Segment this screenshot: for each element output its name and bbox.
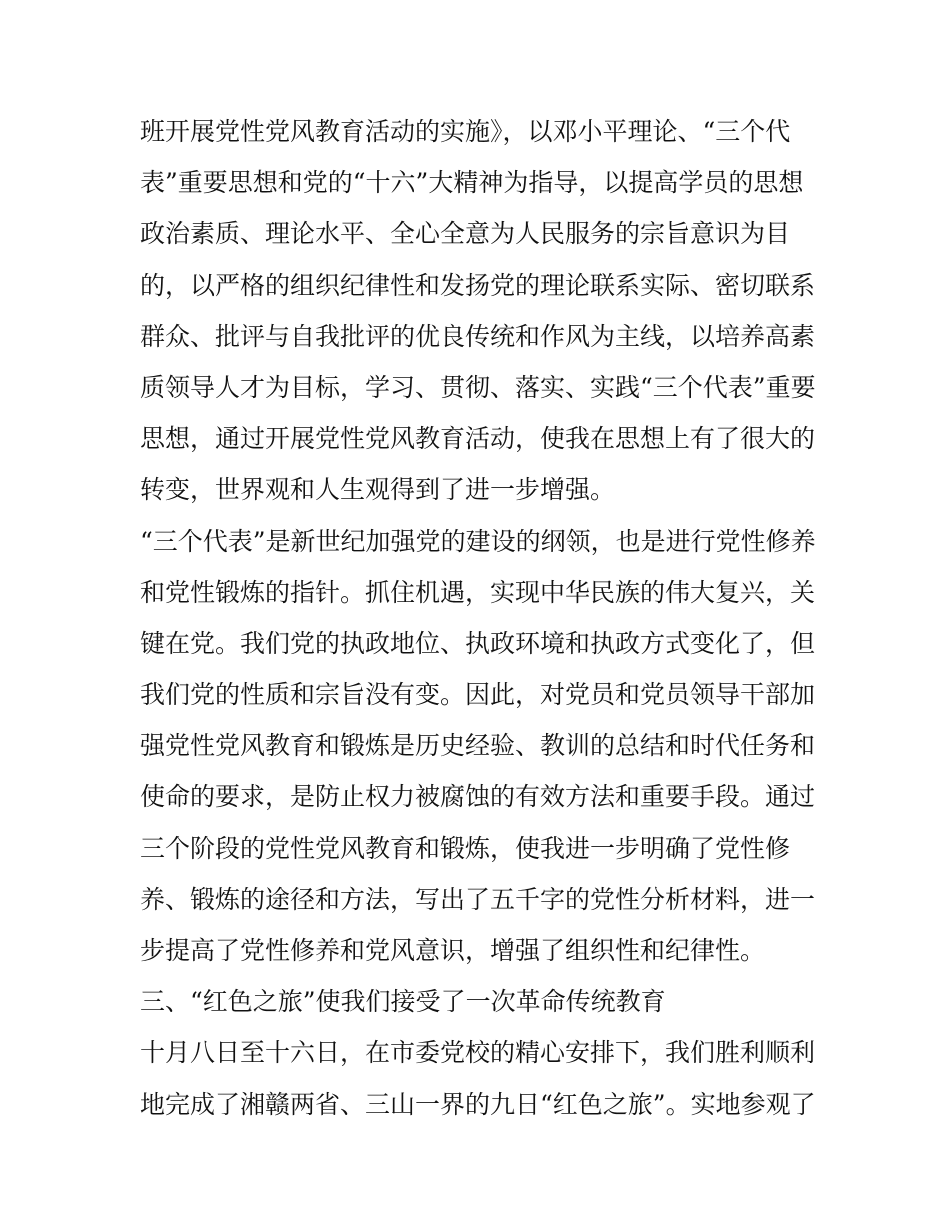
text-line: 群众、批评与自我批评的优良传统和作风为主线，以培养高素: [140, 321, 816, 351]
text-line: “三个代表”是新世纪加强党的建设的纲领，也是进行党性修养: [140, 526, 816, 556]
text-line: 养、锻炼的途径和方法，写出了五千字的党性分析材料，进一: [140, 884, 816, 914]
text-line: 转变，世界观和人生观得到了进一步增强。: [140, 475, 616, 505]
document-body: [140, 106, 820, 1130]
text-line: 表”重要思想和党的“十六”大精神为指导，以提高学员的思想: [140, 168, 804, 198]
text-line: 地完成了湘赣两省、三山一界的九日“红色之旅”。实地参观了: [140, 1089, 816, 1119]
text-line: 三个阶段的党性党风教育和锻炼，使我进一步明确了党性修: [140, 833, 791, 863]
text-line: 质领导人才为目标，学习、贯彻、落实、实践“三个代表”重要: [140, 372, 816, 402]
text-line: 键在党。我们党的执政地位、执政环境和执政方式变化了，但: [140, 628, 816, 658]
text-line: 思想，通过开展党性党风教育活动，使我在思想上有了很大的: [140, 424, 816, 454]
text-line: 十月八日至十六日，在市委党校的精心安排下，我们胜利顺利: [140, 1038, 816, 1068]
section-heading: 三、“红色之旅”使我们接受了一次革命传统教育: [140, 987, 666, 1017]
text-line: 强党性党风教育和锻炼是历史经验、教训的总结和时代任务和: [140, 731, 816, 761]
text-line: 政治素质、理论水平、全心全意为人民服务的宗旨意识为目: [140, 219, 791, 249]
text-line: 班开展党性党风教育活动的实施》，以邓小平理论、“三个代: [140, 117, 791, 146]
text-line: 的，以严格的组织纪律性和发扬党的理论联系实际、密切联系: [140, 270, 816, 300]
text-line: 和党性锻炼的指针。抓住机遇，实现中华民族的伟大复兴，关: [140, 577, 816, 607]
text-line: 我们党的性质和宗旨没有变。因此，对党员和党员领导干部加: [140, 680, 816, 710]
text-line: 使命的要求，是防止权力被腐蚀的有效方法和重要手段。通过: [140, 782, 816, 812]
text-line: 步提高了党性修养和党风意识，增强了组织性和纪律性。: [140, 936, 766, 965]
